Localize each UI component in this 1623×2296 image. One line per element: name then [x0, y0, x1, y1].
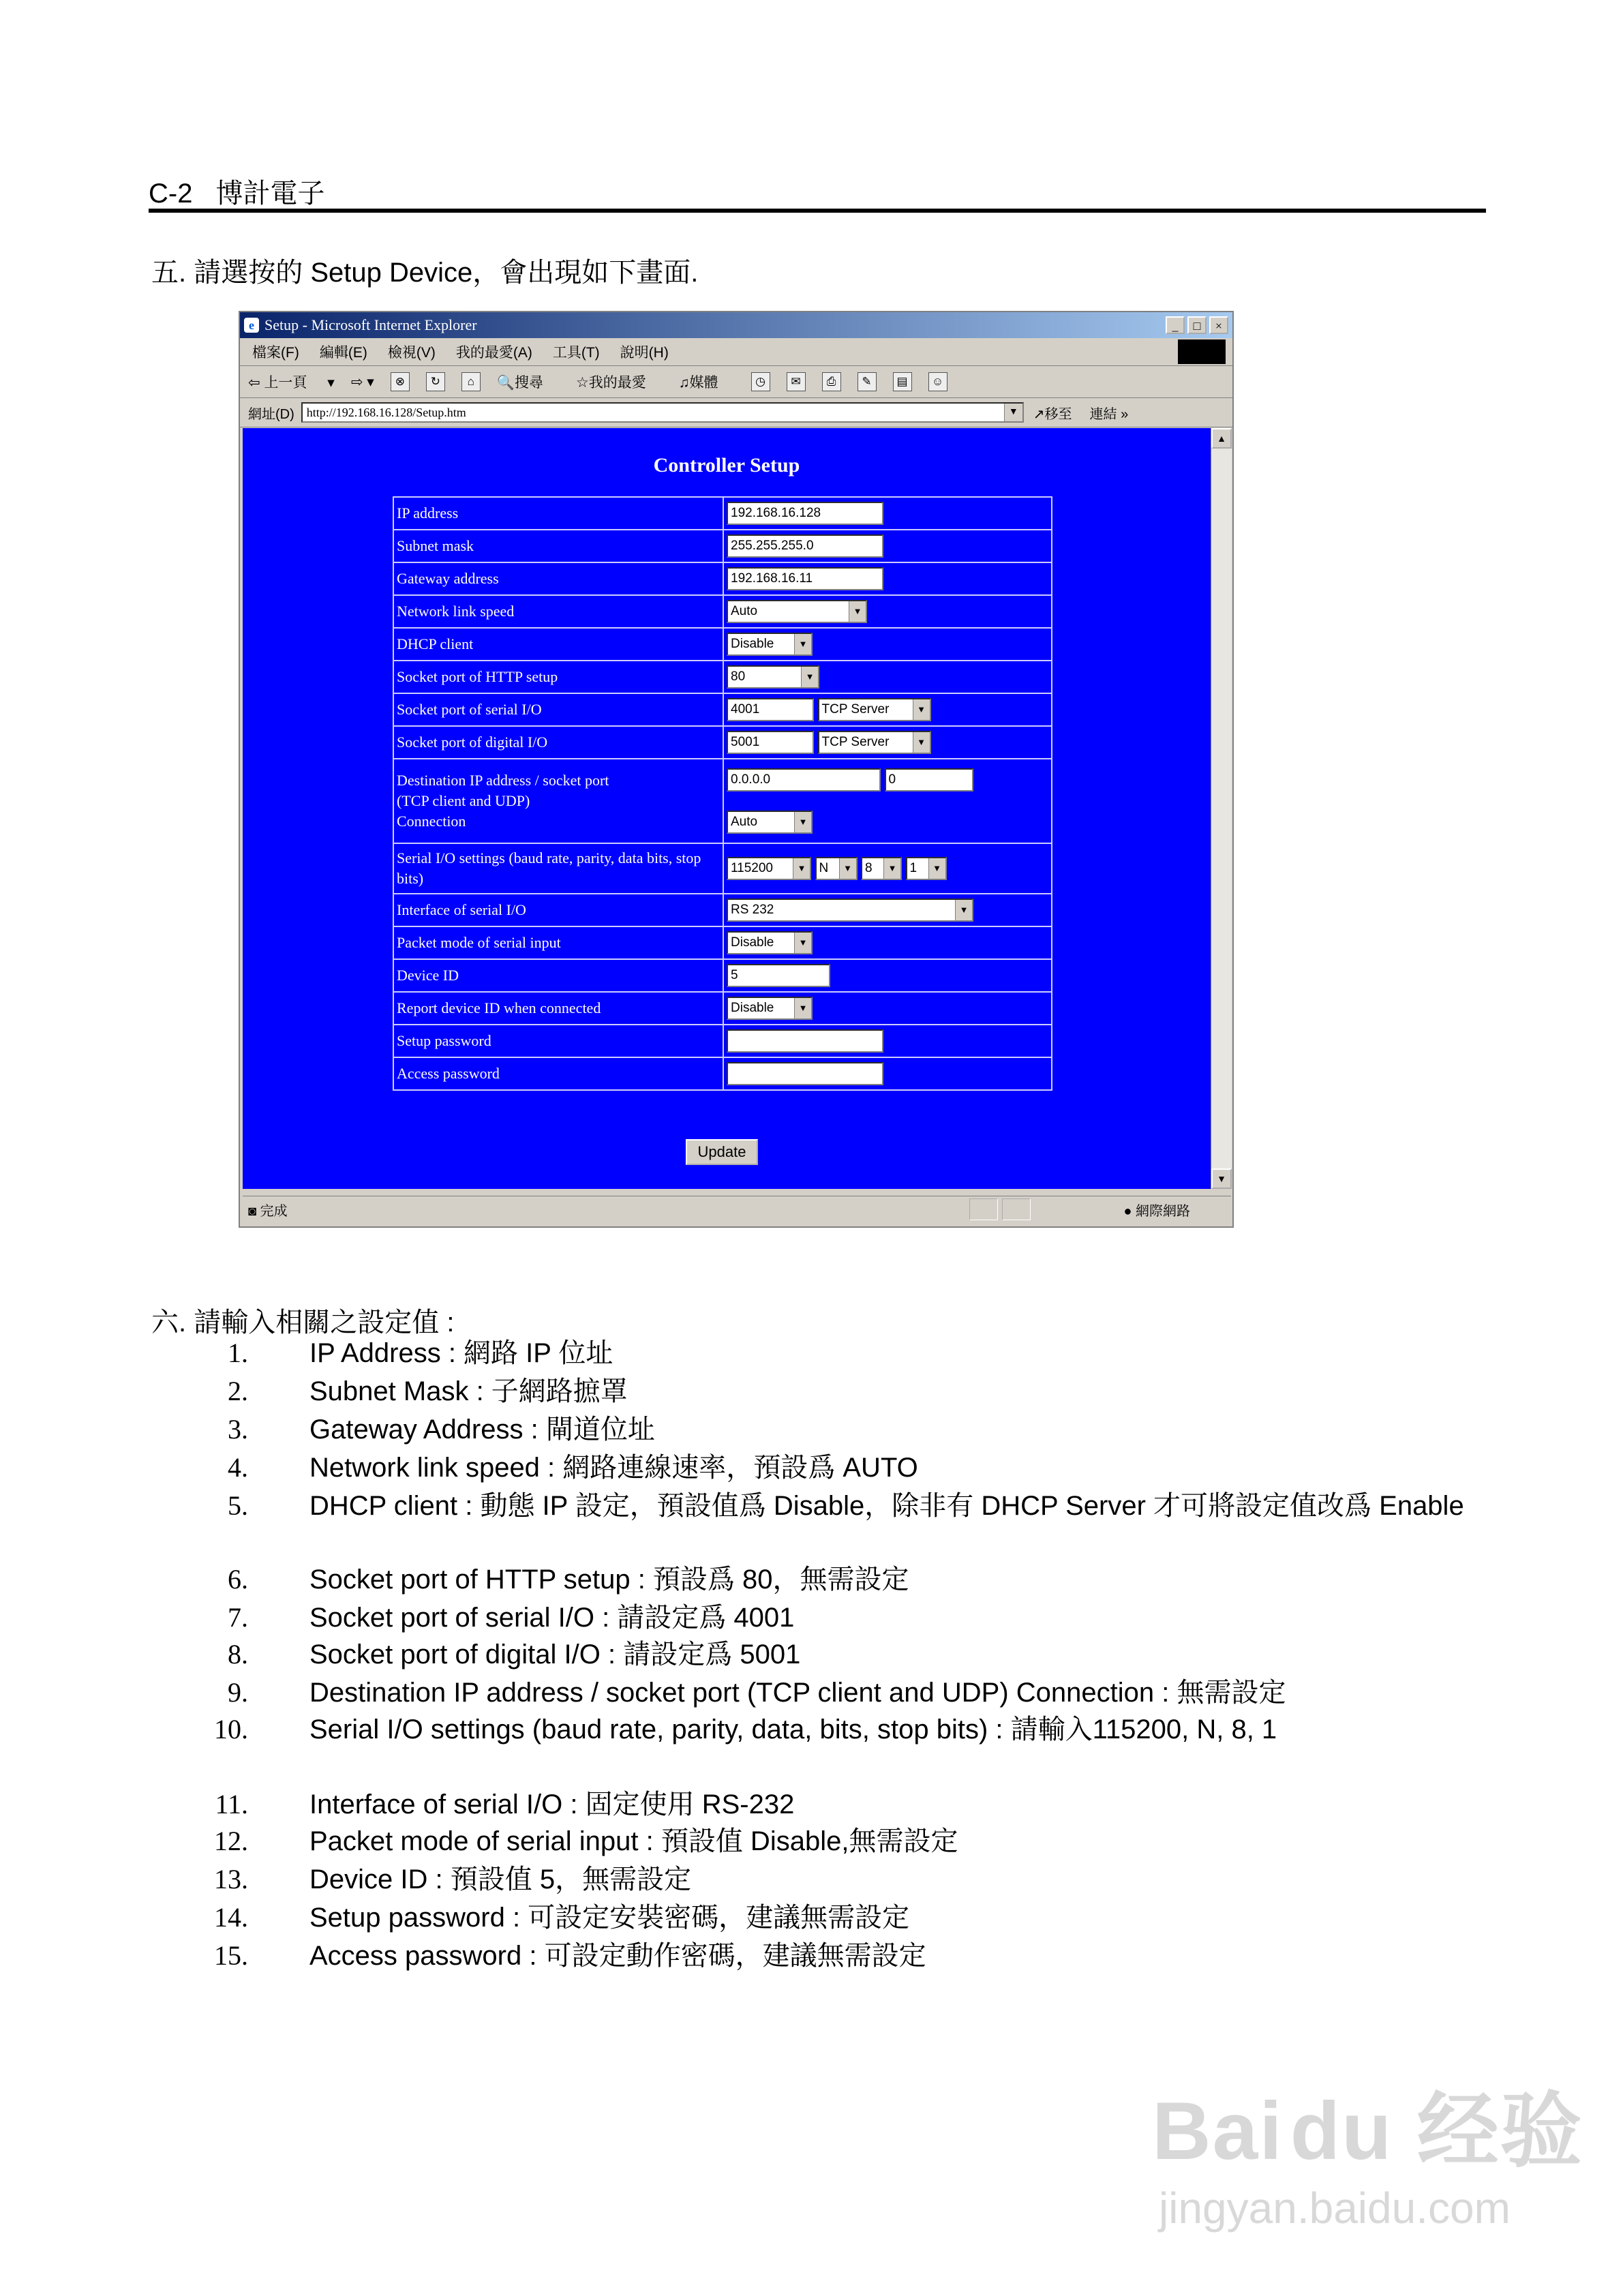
packet-cell: [723, 926, 1052, 959]
parity-select[interactable]: [815, 857, 858, 880]
section-heading: 六. 請輸入相關之設定值 :: [151, 1308, 455, 1338]
chevron-down-icon: ▼: [839, 858, 856, 879]
serial-cell: [723, 693, 1052, 726]
update-button[interactable]: Update: [686, 1139, 758, 1165]
table-row: [393, 992, 1052, 1025]
chevron-down-icon: ▼: [913, 732, 930, 753]
status-segment: [969, 1198, 998, 1220]
messenger-icon[interactable]: ☺: [928, 372, 947, 391]
digital-mode-value: TCP Server: [821, 735, 890, 749]
connection-select[interactable]: [727, 811, 813, 834]
list-number: 8.: [228, 1639, 248, 1670]
list-number: 4.: [228, 1452, 248, 1483]
list-item: [204, 1336, 1486, 1377]
setuppw-label: Setup password: [393, 1025, 723, 1057]
list-number: 12.: [214, 1826, 248, 1856]
toolbar: [240, 366, 1232, 398]
ie-icon: e: [244, 318, 259, 333]
list-text: Socket port of serial I/O : 請設定爲 4001: [309, 1603, 795, 1633]
list-item: [204, 1451, 1486, 1492]
favorites-button[interactable]: ☆我的最愛: [575, 375, 646, 391]
setup-password-input[interactable]: [727, 1029, 883, 1053]
list-item: [204, 1712, 1486, 1753]
list-text: Device ID : 預設值 5，無需設定: [309, 1864, 692, 1894]
address-dropdown-icon[interactable]: ▼: [1004, 404, 1022, 421]
digital-mode-select[interactable]: [818, 731, 931, 754]
maximize-icon[interactable]: □: [1187, 316, 1207, 334]
mail-icon[interactable]: ✉: [787, 372, 806, 391]
list-item: [204, 1939, 1486, 1980]
back-label: 上一頁: [264, 375, 307, 391]
page-viewport: [243, 428, 1211, 1189]
zone-text: 網際網路: [1136, 1203, 1190, 1219]
stopbits-select[interactable]: [906, 857, 947, 880]
packet-value: Disable: [731, 935, 774, 950]
destination-label-line3: Connection: [397, 813, 466, 830]
list-text: Setup password : 可設定安裝密碼，建議無需設定: [309, 1903, 910, 1933]
minimize-icon[interactable]: _: [1166, 316, 1185, 334]
list-number: 14.: [214, 1902, 248, 1933]
serial-settings-cell: [723, 843, 1052, 894]
list-number: 9.: [228, 1677, 248, 1708]
address-input[interactable]: [301, 402, 1024, 423]
page-header: [149, 172, 348, 211]
databits-select[interactable]: [861, 857, 902, 880]
vertical-scrollbar[interactable]: [1211, 428, 1232, 1189]
status-text: 完成: [260, 1203, 288, 1219]
dhcp-cell: [723, 628, 1052, 661]
list-number: 11.: [215, 1789, 248, 1819]
scroll-down-icon[interactable]: ▼: [1211, 1168, 1232, 1189]
linkspeed-cell: [723, 595, 1052, 628]
refresh-icon[interactable]: ↻: [426, 372, 445, 391]
list-text: Socket port of HTTP setup : 預設爲 80，無需設定: [309, 1565, 909, 1595]
table-row: [393, 726, 1052, 759]
serial-mode-value: TCP Server: [821, 702, 890, 716]
status-segment: [1002, 1198, 1031, 1220]
window-title: Setup - Microsoft Internet Explorer: [264, 316, 477, 333]
go-label: 移至: [1044, 406, 1072, 422]
table-row: [393, 693, 1052, 726]
list-number: 13.: [214, 1864, 248, 1894]
dhcp-label: DHCP client: [393, 628, 723, 661]
dest-port-input[interactable]: 0: [885, 768, 973, 791]
table-row: [393, 759, 1052, 843]
media-button[interactable]: ♫媒體: [678, 375, 718, 391]
list-text: Socket port of digital I/O : 請設定爲 5001: [309, 1640, 801, 1670]
table-row: [393, 497, 1052, 530]
list-item: [204, 1862, 1486, 1903]
intro-text: 五. 請選按的 Setup Device，會出現如下畫面.: [151, 258, 699, 288]
digital-cell: [723, 726, 1052, 759]
table-row: [393, 843, 1052, 894]
chevron-down-icon: ▼: [955, 900, 972, 920]
table-row: [393, 1057, 1052, 1090]
devid-input[interactable]: 5: [727, 964, 830, 987]
setuppw-cell: [723, 1025, 1052, 1057]
controller-setup-title: Controller Setup: [653, 454, 800, 477]
access-password-input[interactable]: [727, 1062, 883, 1085]
close-icon[interactable]: ×: [1209, 316, 1228, 334]
interface-cell: [723, 894, 1052, 926]
list-item: [204, 1562, 1486, 1603]
chevron-down-icon: ▼: [794, 998, 811, 1018]
baud-select[interactable]: [727, 857, 811, 880]
destination-cell: [723, 759, 1052, 843]
company-name: 博計電子: [215, 179, 325, 209]
table-row: [393, 628, 1052, 661]
chevron-down-icon: ▼: [793, 858, 810, 879]
print-icon[interactable]: ⎙: [822, 372, 841, 391]
list-item: [204, 1824, 1486, 1865]
chevron-down-icon: ▼: [794, 634, 811, 654]
list-item: [204, 1787, 1486, 1828]
windows-logo-icon: [1178, 339, 1226, 364]
history-icon[interactable]: ◷: [751, 372, 770, 391]
accesspw-cell: [723, 1057, 1052, 1090]
linkspeed-label: Network link speed: [393, 595, 723, 628]
interface-select[interactable]: [727, 898, 973, 922]
list-item: [204, 1676, 1486, 1717]
back-button[interactable]: ⇦ 上一頁 ▾: [248, 375, 335, 391]
ip-label: IP address: [393, 497, 723, 530]
serial-mode-select[interactable]: [818, 698, 931, 721]
list-number: 2.: [228, 1376, 248, 1406]
serial-label: Socket port of serial I/O: [393, 693, 723, 726]
subnet-label: Subnet mask: [393, 530, 723, 562]
address-bar: [240, 398, 1232, 427]
chevron-down-icon: ▼: [794, 812, 811, 832]
header-divider: [149, 209, 1486, 213]
list-item: [204, 1901, 1486, 1942]
serial-port-input[interactable]: 4001: [727, 698, 814, 721]
list-text: IP Address : 網路 IP 位址: [309, 1338, 613, 1368]
report-value: Disable: [731, 1001, 774, 1015]
address-label: 網址(D): [248, 406, 294, 422]
list-item: [204, 1637, 1486, 1678]
digital-port-input[interactable]: 5001: [727, 731, 814, 754]
menu-bar: [240, 338, 1232, 366]
http-cell: [723, 661, 1052, 693]
ip-cell: [723, 497, 1052, 530]
browser-window: [239, 311, 1234, 1228]
http-port-value: 80: [731, 669, 746, 684]
window-controls: [1166, 316, 1228, 334]
menu-tools[interactable]: 工具(T): [552, 345, 600, 361]
table-row: [393, 1025, 1052, 1057]
destination-label-line2: (TCP client and UDP): [397, 792, 530, 809]
menu-file[interactable]: 檔案(F): [252, 345, 299, 361]
scroll-up-icon[interactable]: ▲: [1211, 428, 1232, 449]
menu-help[interactable]: 說明(H): [620, 345, 669, 361]
list-number: 3.: [228, 1414, 248, 1445]
links-label: 連結: [1089, 406, 1117, 422]
list-text: Subnet Mask : 子網路摭罩: [309, 1376, 628, 1406]
accesspw-label: Access password: [393, 1057, 723, 1090]
menu-edit[interactable]: 編輯(E): [319, 345, 367, 361]
serial-settings-label: Serial I/O settings (baud rate, parity, data bits, stop bits): [393, 843, 723, 894]
list-number: 7.: [228, 1602, 248, 1633]
destination-label: [393, 759, 723, 843]
table-row: [393, 661, 1052, 693]
table-row: [393, 894, 1052, 926]
gateway-label: Gateway address: [393, 562, 723, 595]
chevron-down-icon: ▼: [801, 667, 818, 687]
stop-icon[interactable]: ⊗: [391, 372, 410, 391]
subnet-input[interactable]: 255.255.255.0: [727, 534, 883, 558]
forward-icon[interactable]: ⇨ ▾: [350, 374, 374, 390]
destination-label-line1: Destination IP address / socket port: [397, 772, 609, 789]
baud-value: 115200: [731, 861, 773, 875]
gateway-input[interactable]: 192.168.16.11: [727, 567, 883, 590]
list-text: DHCP client : 動態 IP 設定，預設值爲 Disable，除非有 DHCP Server 才可將設定值改爲 Enable: [309, 1491, 1464, 1521]
search-button[interactable]: 🔍搜尋: [496, 375, 543, 391]
report-select[interactable]: [727, 997, 813, 1020]
chevron-down-icon: ▼: [794, 933, 811, 953]
chevron-down-icon: ▼: [913, 699, 930, 720]
http-label: Socket port of HTTP setup: [393, 661, 723, 693]
devid-label: Device ID: [393, 959, 723, 992]
links-button[interactable]: 連結 »: [1089, 406, 1129, 422]
table-row: [393, 595, 1052, 628]
table-row: [393, 530, 1052, 562]
watermark: [1152, 2066, 1583, 2233]
edit-icon[interactable]: ✎: [858, 372, 877, 391]
list-item: [204, 1601, 1486, 1642]
report-cell: [723, 992, 1052, 1025]
dhcp-value: Disable: [731, 637, 774, 651]
linkspeed-value: Auto: [731, 604, 758, 618]
list-text: Access password : 可設定動作密碼，建議無需設定: [309, 1941, 926, 1971]
packet-label: Packet mode of serial input: [393, 926, 723, 959]
title-bar: [240, 312, 1232, 338]
table-row: [393, 959, 1052, 992]
chevron-down-icon: ▼: [928, 858, 945, 879]
list-text: Destination IP address / socket port (TCP client and UDP) Connection : 無需設定: [309, 1678, 1286, 1708]
list-text: Interface of serial I/O : 固定使用 RS-232: [309, 1789, 795, 1819]
list-number: 10.: [214, 1714, 248, 1744]
table-row: [393, 562, 1052, 595]
digital-label: Socket port of digital I/O: [393, 726, 723, 759]
list-text: Serial I/O settings (baud rate, parity, data, bits, stop bits) : 請輸入115200, N, 8, 1: [309, 1715, 1277, 1744]
home-icon[interactable]: ⌂: [461, 372, 481, 391]
menu-view[interactable]: 檢視(V): [387, 345, 436, 361]
chevron-down-icon: ▼: [883, 858, 900, 879]
watermark-brand: Baidu 经验: [1152, 2085, 1583, 2177]
dhcp-select[interactable]: [727, 633, 813, 656]
status-bar: [243, 1196, 1231, 1222]
list-number: 6.: [228, 1564, 248, 1595]
media-label: 媒體: [689, 375, 718, 391]
favorites-label: 我的最愛: [588, 375, 646, 391]
http-port-select[interactable]: [727, 665, 819, 689]
list-number: 15.: [214, 1940, 248, 1971]
devid-cell: [723, 959, 1052, 992]
dest-ip-input[interactable]: 0.0.0.0: [727, 768, 881, 791]
list-item: [204, 1489, 1486, 1530]
setup-table: [393, 496, 1052, 1091]
page-code: C-2: [149, 179, 193, 209]
status-done: ◙ 完成: [248, 1203, 288, 1219]
list-item: [204, 1374, 1486, 1415]
parity-value: N: [819, 861, 829, 875]
connection-value: Auto: [731, 815, 758, 829]
gateway-cell: [723, 562, 1052, 595]
databits-value: 8: [865, 861, 873, 875]
discuss-icon[interactable]: ▤: [893, 372, 912, 391]
list-text: Gateway Address : 閘道位址: [309, 1415, 655, 1445]
subnet-cell: [723, 530, 1052, 562]
table-row: [393, 926, 1052, 959]
list-text: Packet mode of serial input : 預設值 Disable,無需設定: [309, 1826, 958, 1856]
chevron-down-icon: ▼: [849, 601, 866, 622]
address-value: http://192.168.16.128/Setup.htm: [306, 406, 466, 419]
report-label: Report device ID when connected: [393, 992, 723, 1025]
go-button[interactable]: ↗移至: [1033, 406, 1072, 422]
watermark-url: jingyan.baidu.com: [1159, 2184, 1511, 2233]
interface-value: RS 232: [731, 903, 774, 917]
list-text: Network link speed : 網路連線速率，預設爲 AUTO: [309, 1453, 918, 1483]
linkspeed-select[interactable]: [727, 600, 867, 623]
stopbits-value: 1: [909, 861, 917, 875]
search-label: 搜尋: [514, 375, 543, 391]
list-number: 5.: [228, 1490, 248, 1521]
interface-label: Interface of serial I/O: [393, 894, 723, 926]
internet-zone: ● 網際網路: [1123, 1203, 1190, 1219]
list-item: [204, 1413, 1486, 1453]
menu-favorites[interactable]: 我的最愛(A): [455, 345, 532, 361]
ip-input[interactable]: 192.168.16.128: [727, 502, 883, 525]
packet-select[interactable]: [727, 931, 813, 954]
list-number: 1.: [228, 1338, 248, 1368]
